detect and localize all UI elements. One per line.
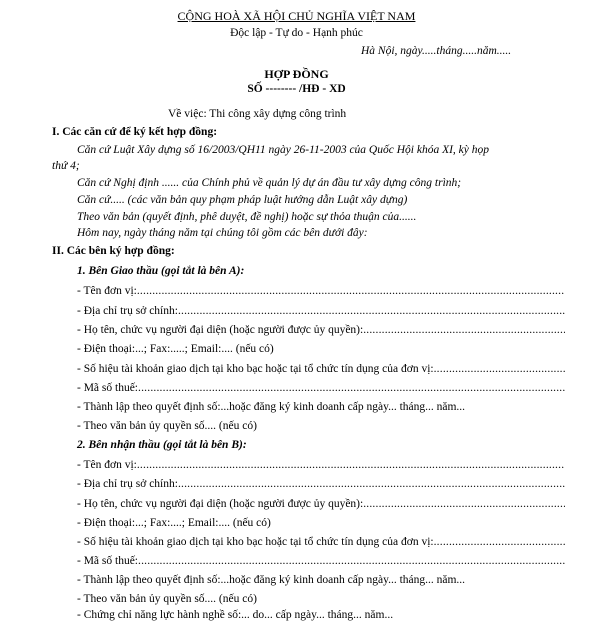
basis-line: Căn cứ..... (các văn bản quy phạm pháp luật hướng dẫn Luật xây dựng) xyxy=(77,194,408,206)
basis-line: Theo văn bản (quyết định, phê duyệt, đề nghị) hoặc sự thỏa thuận của...... xyxy=(77,211,417,223)
party-b-name-field: - Tên đơn vị: ..... xyxy=(77,458,565,472)
party-b-representative-field: - Họ tên, chức vụ người đại diện (hoặc người được ủy quyền): ..... xyxy=(77,497,565,511)
party-b-contact-field: - Điện thoại:...; Fax:....; Email:.... (nếu có) xyxy=(77,517,271,529)
party-b-tax-code-field: - Mã số thuế: ..... xyxy=(77,554,565,568)
party-b-bank-account-field: - Số hiệu tài khoản giao dịch tại kho bạc hoặc tại tổ chức tín dụng của đơn vị: ..... xyxy=(77,535,565,549)
party-a-bank-account-field: - Số hiệu tài khoản giao dịch tại kho bạc hoặc tại tổ chức tín dụng của đơn vị: ..... xyxy=(77,362,565,376)
contract-subject: Về việc: Thi công xây dựng công trình xyxy=(168,108,347,120)
party-b-certificate-field: - Chứng chỉ năng lực hành nghề số:... do... cấp ngày... tháng... năm... xyxy=(77,609,394,621)
party-a-representative-field: - Họ tên, chức vụ người đại diện (hoặc người được ủy quyền): ..... xyxy=(77,323,565,337)
party-a-establishment-field: - Thành lập theo quyết định số:...hoặc đăng ký kinh doanh cấp ngày... tháng... năm... xyxy=(77,401,466,413)
party-a-name-field: - Tên đơn vị: ..... xyxy=(77,284,565,298)
basis-line: Căn cứ Luật Xây dựng số 16/2003/QH11 ngày 26-11-2003 của Quốc Hội khóa XI, kỳ họp xyxy=(77,144,490,156)
party-b-address-field: - Địa chỉ trụ sở chính: ..... xyxy=(77,477,565,491)
place-date-line: Hà Nội, ngày.....tháng.....năm..... xyxy=(361,45,512,57)
national-motto: Độc lập - Tự do - Hạnh phúc xyxy=(230,27,363,39)
basis-line: Căn cứ Nghị định ...... của Chính phủ về quản lý dự án đầu tư xây dựng công trình; xyxy=(77,177,462,189)
party-a-tax-code-field: - Mã số thuế: ..... xyxy=(77,381,565,395)
party-b-establishment-field: - Thành lập theo quyết định số:...hoặc đăng ký kinh doanh cấp ngày... tháng... năm... xyxy=(77,574,466,586)
contract-title: HỢP ĐỒNG xyxy=(264,67,329,81)
contract-number: SỐ -------- /HĐ - XD xyxy=(247,83,346,95)
party-b-heading: 2. Bên nhận thầu (gọi tắt là bên B): xyxy=(77,439,247,451)
party-a-contact-field: - Điện thoại:...; Fax:.....; Email:.... (nếu có) xyxy=(77,343,274,355)
party-a-authorization-field: - Theo văn bản ủy quyền số.... (nếu có) xyxy=(77,420,257,432)
party-a-heading: 1. Bên Giao thầu (gọi tắt là bên A): xyxy=(77,265,245,277)
basis-line: thứ 4; xyxy=(52,160,80,172)
section-2-heading: II. Các bên ký hợp đồng: xyxy=(52,245,175,257)
basis-line: Hôm nay, ngày tháng năm tại chúng tôi gồm các bên dưới đây: xyxy=(77,227,368,239)
party-b-authorization-field: - Theo văn bản ủy quyền số.... (nếu có) xyxy=(77,593,257,605)
national-title: CỘNG HOÀ XÃ HỘI CHỦ NGHĨA VIỆT NAM xyxy=(177,9,416,23)
section-1-heading: I. Các căn cứ để ký kết hợp đồng: xyxy=(52,126,218,138)
party-a-address-field: - Địa chỉ trụ sở chính: ..... xyxy=(77,304,565,318)
